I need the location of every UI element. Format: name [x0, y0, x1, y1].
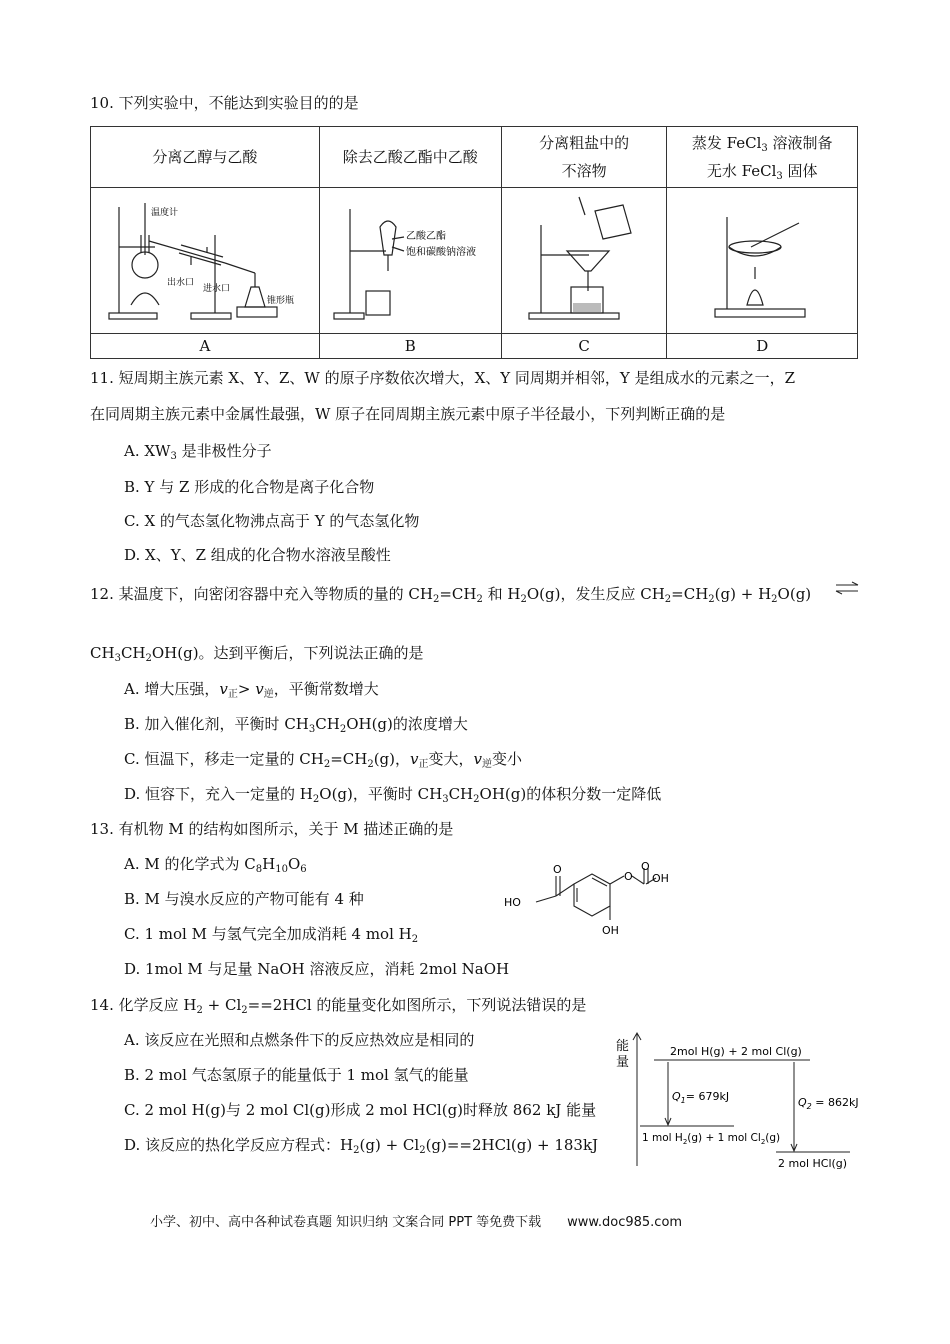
q12-option-b: B. 加入催化剂，平衡时 $CH_3CH_2OH(g)$的浓度增大	[124, 715, 468, 735]
q10-experiment-table	[90, 126, 858, 359]
q13-option-a: A. M 的化学式为 $C_8H_{10}O_6$	[124, 855, 307, 875]
q11-option-b: B. Y 与 Z 形成的化合物是离子化合物	[124, 478, 375, 496]
energy-level-bottom: 2 mol HCl(g)	[778, 1157, 848, 1170]
ester-oxygen-label: O	[624, 870, 633, 883]
q10-header-d: 蒸发 FeCl$_3$ 溶液制备 无水 FeCl$_3$ 固体	[667, 127, 858, 188]
q12-stem-line1: 12. 某温度下，向密闭容器中充入等物质的量的 $CH_2=CH_2$ 和 $H_2O(g)$，发生反应 $CH_2=CH_2(g) + H_2O(g)$	[90, 585, 812, 605]
separatory-funnel-svg	[330, 195, 490, 323]
energy-axis-label-2: 量	[616, 1055, 630, 1070]
filtration-svg	[519, 195, 649, 323]
q13-option-c: C. 1 mol M 与氢气完全加成消耗 4 mol $H_2$	[124, 925, 419, 945]
q10-label-b: B	[319, 334, 501, 359]
conical-flask-label: 锥形瓶	[266, 295, 294, 306]
evaporation-figure	[667, 188, 858, 334]
footer-text: 小学、初中、高中各种试卷真题 知识归纳 文案合同 PPT 等免费下载	[150, 1215, 542, 1230]
q10-label-c: C	[501, 334, 667, 359]
q1-label: $Q_1= 679kJ$	[672, 1090, 730, 1105]
water-inlet-label: 进水口	[202, 283, 230, 294]
q11-option-a: A. $XW_3$ 是非极性分子	[124, 442, 272, 462]
q11-option-c: C. X 的气态氢化物沸点高于 Y 的气态氢化物	[124, 512, 420, 530]
filtration-figure	[501, 188, 667, 334]
q12-option-a: A. 增大压强，$v_正> v_逆$，平衡常数增大	[124, 680, 379, 700]
page-footer	[150, 1211, 682, 1230]
q10-stem: 10. 下列实验中，不能达到实验目的的是	[90, 94, 359, 112]
separatory-funnel-figure	[319, 188, 501, 334]
q14-option-c: C. 2 mol H(g)与 2 mol Cl(g)形成 2 mol HCl(g)时释放 862 kJ 能量	[124, 1101, 597, 1119]
q13-stem: 13. 有机物 M 的结构如图所示，关于 M 描述正确的是	[90, 820, 454, 838]
q14-option-d: D. 该反应的热化学反应方程式：$H_2(g) + Cl_2(g)==2HCl(g) + 183kJ$	[124, 1136, 599, 1156]
q11-stem-line1: 11. 短周期主族元素 X、Y、Z、W 的原子序数依次增大，X、Y 同周期并相邻，Y 是组成水的元素之一，Z	[90, 369, 796, 387]
sodium-carbonate-label: 饱和碳酸钠溶液	[406, 246, 477, 258]
q12-stem-line2: $CH_3CH_2OH(g)$。达到平衡后，下列说法正确的是	[90, 644, 424, 664]
q14-option-a: A. 该反应在光照和点燃条件下的反应热效应是相同的	[124, 1031, 475, 1049]
q10-header-b: 除去乙酸乙酯中乙酸	[319, 127, 501, 188]
q11-option-d: D. X、Y、Z 组成的化合物水溶液呈酸性	[124, 546, 391, 564]
evaporation-svg	[707, 195, 817, 323]
thermometer-label: 温度计	[150, 207, 178, 218]
q10-header-c: 分离粗盐中的 不溶物	[501, 127, 667, 188]
energy-level-middle: 1 mol $H_2(g) + 1$ mol $Cl_2(g)$	[642, 1132, 781, 1146]
distillation-apparatus-figure	[91, 188, 320, 334]
ring-oh-label: OH	[602, 924, 619, 937]
equilibrium-arrow-icon	[834, 580, 860, 596]
energy-axis-label-1: 能	[616, 1039, 630, 1054]
q10-header-a: 分离乙醇与乙酸	[91, 127, 320, 188]
q13-option-b: B. M 与溴水反应的产物可能有 4 种	[124, 890, 364, 908]
ethyl-acetate-label: 乙酸乙酯	[406, 230, 447, 242]
distillation-apparatus-svg	[105, 195, 305, 323]
energy-diagram	[612, 1030, 874, 1170]
carbonyl-oxygen-2-label: O	[641, 862, 650, 873]
carbonic-oh-label: OH	[652, 872, 669, 885]
ho-label: HO	[504, 896, 521, 909]
q12-option-d: D. 恒容下，充入一定量的 $H_2O(g)$，平衡时 $CH_3CH_2OH(g)$的体积分数一定降低	[124, 785, 662, 805]
water-outlet-label: 出水口	[166, 277, 194, 288]
q10-label-a: A	[91, 334, 320, 359]
carbonyl-oxygen-1-label: O	[553, 863, 562, 876]
q14-stem: 14. 化学反应 $H_2 + Cl_2==2HCl$ 的能量变化如图所示，下列说法错误的是	[90, 996, 587, 1016]
molecule-m-structure	[500, 862, 670, 942]
energy-level-top: 2mol H(g) + 2 mol Cl(g)	[670, 1045, 802, 1058]
q13-option-d: D. 1mol M 与足量 NaOH 溶液反应，消耗 2mol NaOH	[124, 960, 510, 978]
q2-label: $Q_2 = 862kJ$	[798, 1096, 859, 1111]
footer-url[interactable]: www.doc985.com	[567, 1215, 683, 1230]
q12-option-c: C. 恒温下，移走一定量的 $CH_2=CH_2(g)$，$v_正$变大，$v_逆$变小	[124, 750, 523, 770]
q10-label-d: D	[667, 334, 858, 359]
q11-stem-line2: 在同周期主族元素中金属性最强，W 原子在同周期主族元素中原子半径最小，下列判断正确的是	[90, 405, 726, 423]
q14-option-b: B. 2 mol 气态氢原子的能量低于 1 mol 氢气的能量	[124, 1066, 469, 1084]
